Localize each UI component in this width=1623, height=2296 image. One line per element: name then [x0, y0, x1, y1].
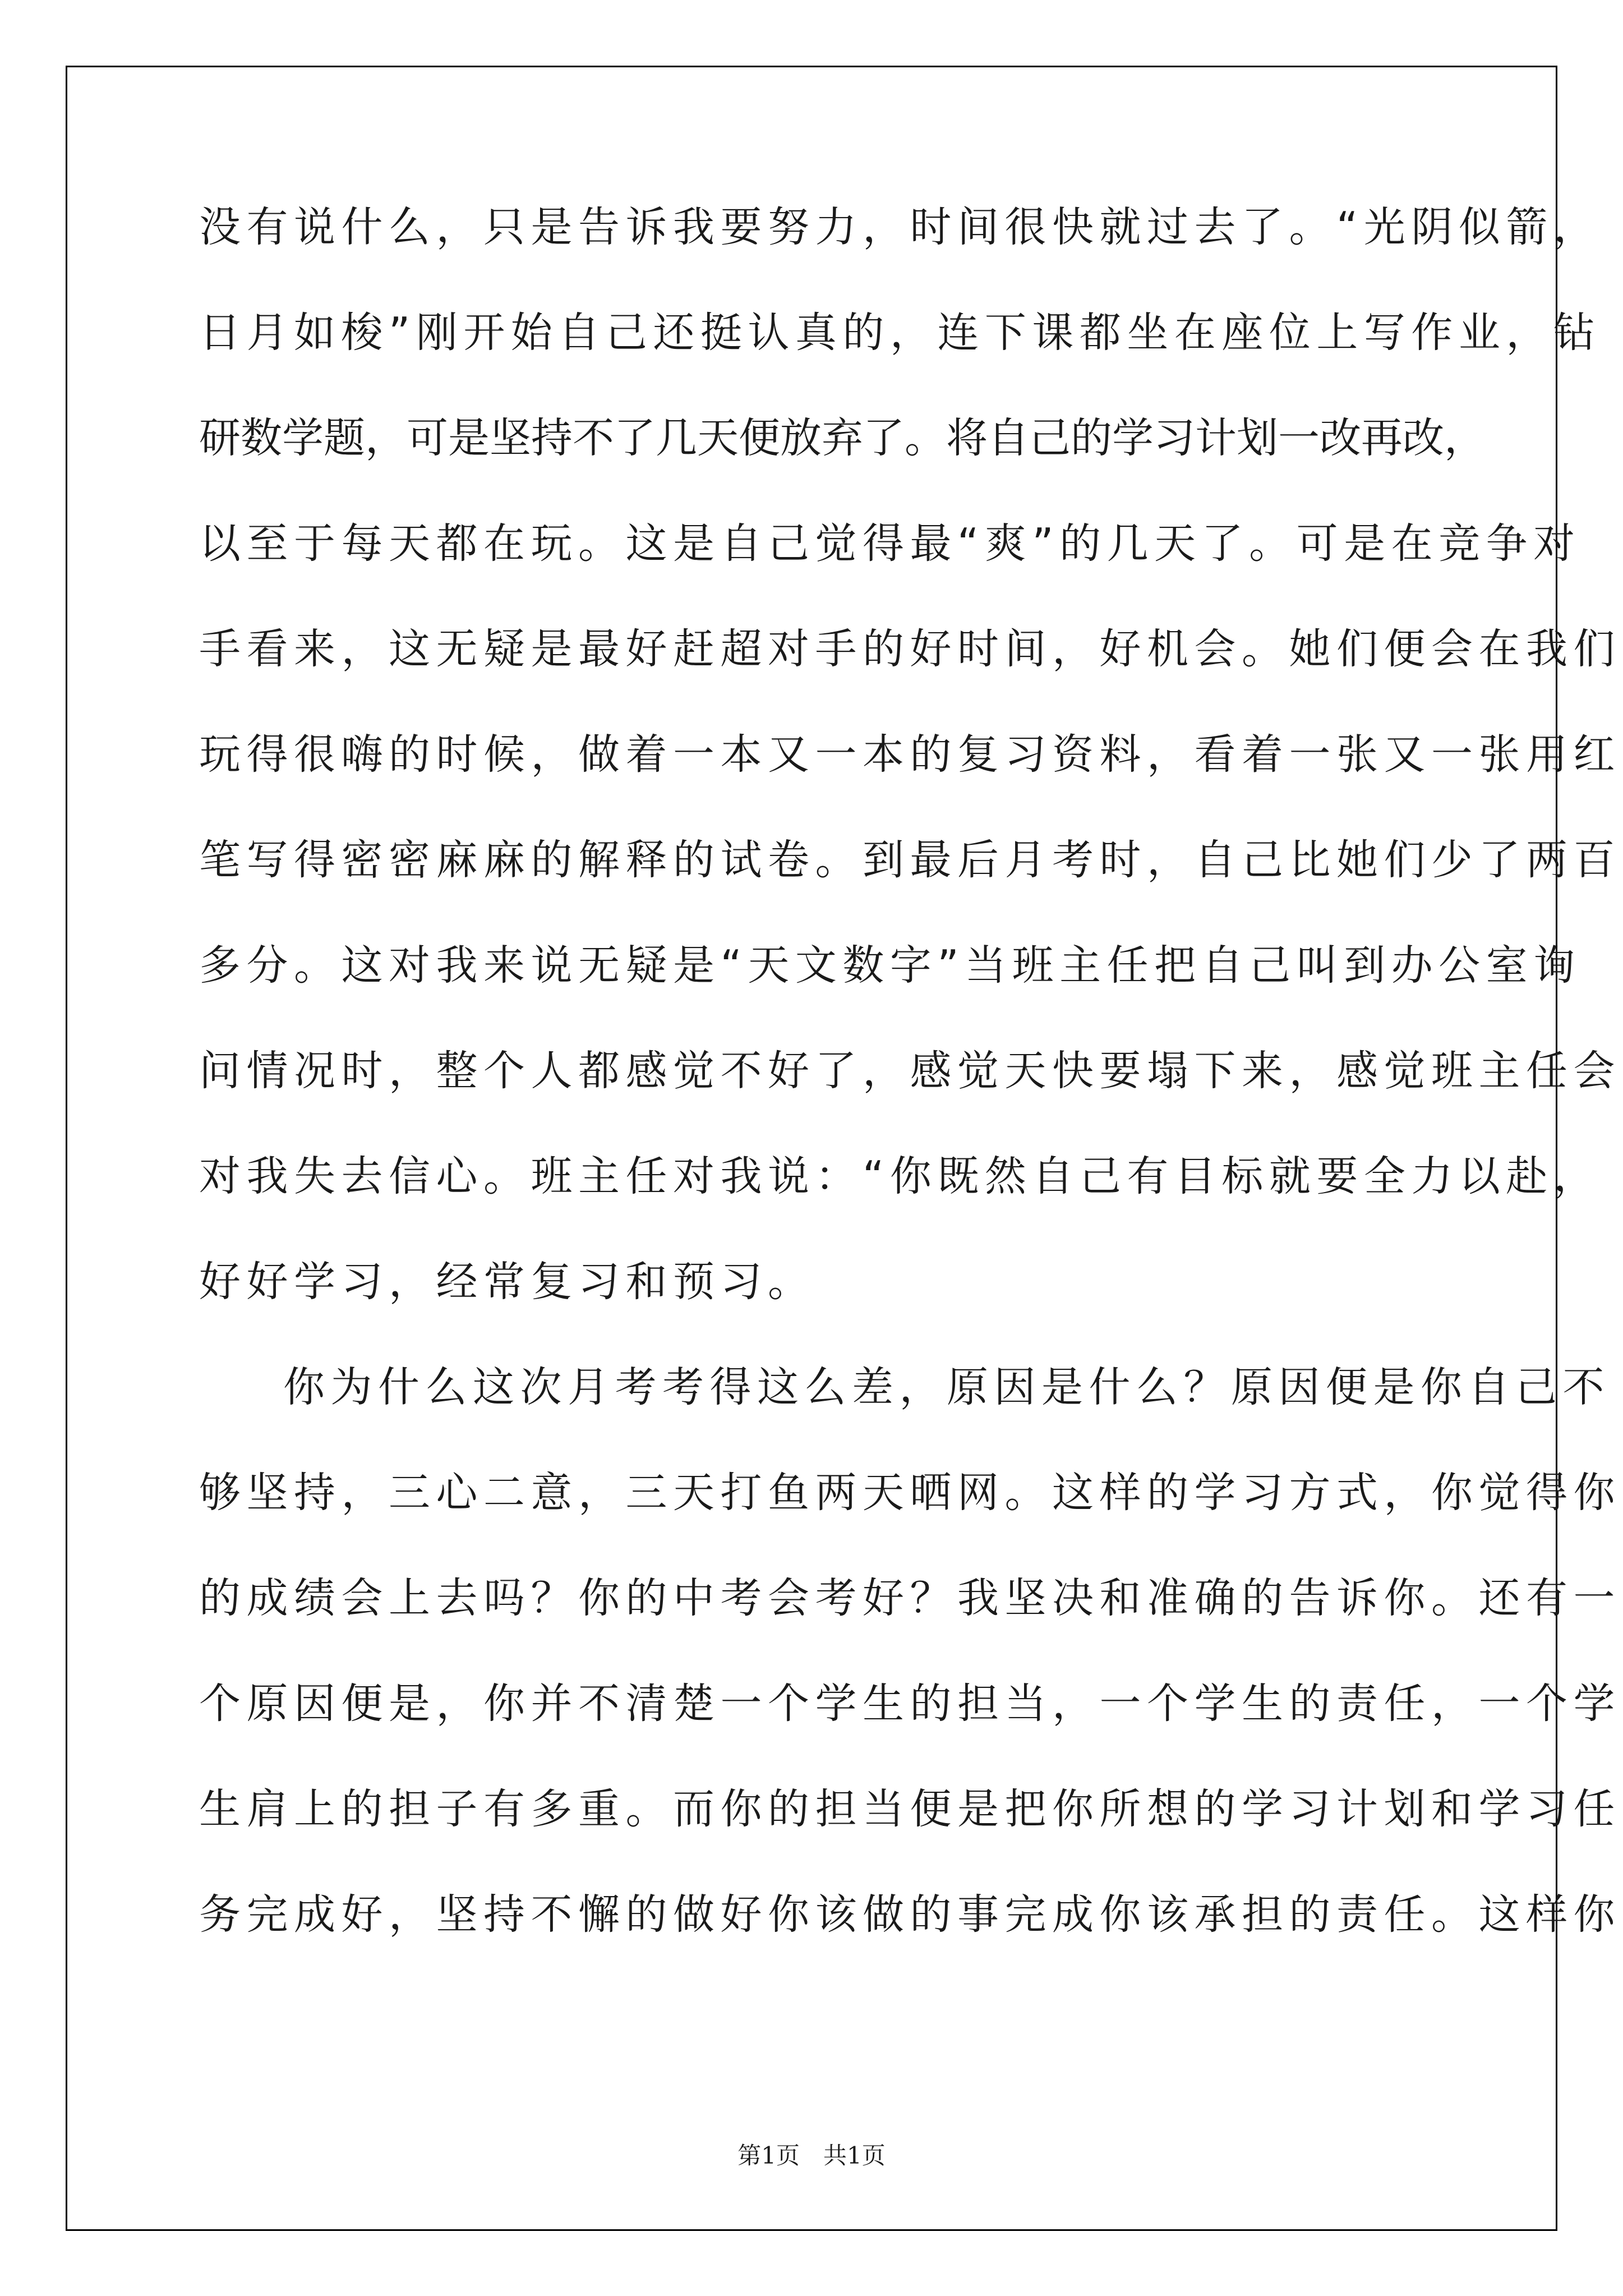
- text-line: 玩得很嗨的时候，做着一本又一本的复习资料，看着一张又一张用红: [199, 730, 1621, 779]
- text-line: 多分。这对我来说无疑是“天文数字”当班主任把自己叫到办公室询: [199, 941, 1581, 990]
- text-line: 手看来，这无疑是最好赶超对手的好时间，好机会。她们便会在我们: [199, 625, 1621, 673]
- text-line: 务完成好，坚持不懈的做好你该做的事完成你该承担的责任。这样你: [199, 1890, 1621, 1939]
- text-line: 个原因便是，你并不清楚一个学生的担当，一个学生的责任，一个学: [199, 1680, 1621, 1728]
- text-line: 以至于每天都在玩。这是自己觉得最“爽”的几天了。可是在竞争对: [199, 519, 1581, 568]
- text-line: 没有说什么，只是告诉我要努力，时间很快就过去了。“光阴似箭，: [199, 203, 1601, 251]
- text-line: 你为什么这次月考考得这么差，原因是什么？原因便是你自己不: [283, 1363, 1610, 1411]
- text-line: 好好学习，经常复习和预习。: [199, 1258, 815, 1306]
- text-line: 日月如梭”刚开始自己还挺认真的，连下课都坐在座位上写作业，钻: [199, 309, 1601, 357]
- body-text: [199, 203, 1621, 2000]
- text-line: 够坚持，三心二意，三天打鱼两天晒网。这样的学习方式，你觉得你: [199, 1469, 1621, 1517]
- text-line: 笔写得密密麻麻的解释的试卷。到最后月考时，自己比她们少了两百: [199, 836, 1621, 884]
- text-line: 问情况时，整个人都感觉不好了，感觉天快要塌下来，感觉班主任会: [199, 1047, 1621, 1095]
- page-footer: 第1页 共1页: [737, 2142, 886, 2169]
- text-line: 的成绩会上去吗？你的中考会考好？我坚决和准确的告诉你。还有一: [199, 1574, 1621, 1622]
- text-line: 对我失去信心。班主任对我说：“你既然自己有目标就要全力以赴，: [199, 1152, 1601, 1200]
- text-line: 生肩上的担子有多重。而你的担当便是把你所想的学习计划和学习任: [199, 1785, 1621, 1833]
- text-line: 研数学题，可是坚持不了几天便放弃了。将自己的学习计划一改再改，: [199, 414, 1486, 462]
